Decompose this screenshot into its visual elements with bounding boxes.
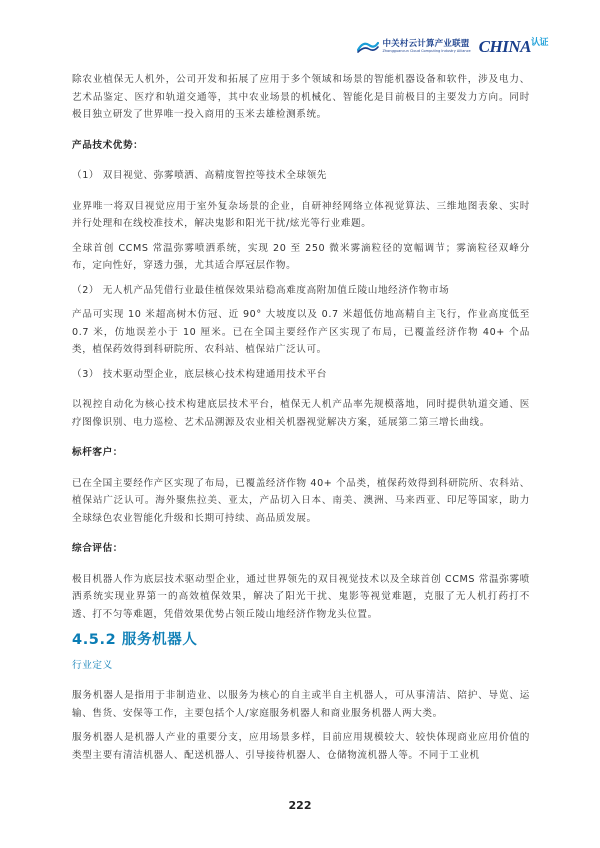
advantage-item-2-para-1: 产品可实现 10 米超高树木仿冠、近 90° 大坡度以及 0.7 米超低仿地高精自主飞行，作业高度低至 0.7 米，仿地误差小于 10 厘米。已在全国主要经作产区实现了布局，已覆盖经济作物 40+ 个品类，植保药效得到科研院所、农科站、植保站广泛认可。 — [72, 309, 530, 355]
page-content — [72, 71, 530, 764]
advantage-item-1-title: （1） 双目视觉、弥雾喷洒、高精度智控等技术全球领先 — [72, 170, 328, 181]
advantage-item-3-title: （3） 技术驱动型企业，底层核心技术构建通用技术平台 — [72, 368, 328, 380]
advantage-item-3-para-1: 以视控自动化为核心技术构建底层技术平台，植保无人机产品率先规模落地，同时提供轨道交通、医疗图像识别、电力巡检、艺术品溯源及农业相关机器视觉解决方案，延展第二第三增长曲线。 — [72, 399, 530, 428]
definition-paragraph-2: 服务机器人是机器人产业的重要分支，应用场景多样，目前应用规模较大、较快体现商业应用价值的类型主要有清洁机器人、配送机器人、引导接待机器人、仓储物流机器人等。不同于工业机 — [72, 732, 530, 761]
heading-benchmark-clients: 标杆客户： — [72, 447, 123, 458]
page-number: 222 — [288, 799, 312, 812]
advantage-item-1-para-1: 业界唯一将双目视觉应用于室外复杂场景的企业，自研神经网络立体视觉算法、三维地图表象、实时并行处理和在线校准技术，解决鬼影和阳光干扰/炫光等行业难题。 — [72, 200, 530, 229]
subheading-industry-definition: 行业定义 — [72, 660, 113, 671]
china-cert-logo — [479, 38, 548, 55]
intro-paragraph: 除农业植保无人机外，公司开发和拓展了应用于多个领域和场景的智能机器设备和软件，涉及电力、艺术品鉴定、医疗和轨道交通等，其中农业场景的机械化、智能化是目前极目的主要发力方向。同时极目独立研发了世界唯一投入商用的玉米去雄检测系统。 — [72, 74, 530, 120]
heading-overall-evaluation: 综合评估： — [72, 543, 123, 554]
china-logo-prefix: C — [478, 37, 490, 56]
section-title-service-robots: 4.5.2 服务机器人 — [72, 632, 198, 648]
advantage-item-2-title: （2） 无人机产品凭借行业最佳植保效果站稳高难度高附加值丘陵山地经济作物市场 — [72, 284, 450, 296]
header-logos — [357, 38, 548, 55]
clients-paragraph: 已在全国主要经作产区实现了布局，已覆盖经济作物 40+ 个品类，植保药效得到科研院所、农科站、植保站广泛认可。海外聚焦拉美、亚太，产品切入日本、南美、澳洲、马来西亚、印尼等国家，助力全球绿色农业智能化升级和长期可持续、高品质发展。 — [72, 477, 530, 524]
evaluation-paragraph: 极目机器人作为底层技术驱动型企业，通过世界领先的双目视觉技术以及全球首创 CCMS 常温弥雾喷洒系统实现业界第一的高效植保效果，解决了阳光干扰、鬼影等视觉难题，克服了无人机打药打不透、打不匀等难题，凭借效果优势占领丘陵山地经济作物龙头位置。 — [72, 573, 530, 620]
zgc-alliance-logo — [357, 40, 470, 53]
heading-tech-advantage: 产品技术优势： — [72, 139, 144, 151]
advantage-item-1-para-2: 全球首创 CCMS 常温弥雾喷洒系统，实现 20 至 250 微米雾滴粒径的宽幅调节；雾滴粒径双峰分布，定向性好，穿透力强，尤其适合厚冠层作物。 — [72, 242, 530, 271]
zgc-logo-icon — [357, 40, 379, 53]
definition-paragraph-1: 服务机器人是指用于非制造业、以服务为核心的自主或半自主机器人，可从事清洁、陪护、导览、运输、售货、安保等工作，主要包括个人/家庭服务机器人和商业服务机器人两大类。 — [72, 690, 530, 719]
china-logo-accent: 认证 — [530, 37, 548, 47]
zgc-logo-cn: 中关村云计算产业联盟 — [382, 39, 470, 49]
zgc-logo-en: Zhongguancun Cloud Computing Industry Alliance — [382, 48, 471, 53]
china-logo-main: HINA — [489, 37, 531, 56]
